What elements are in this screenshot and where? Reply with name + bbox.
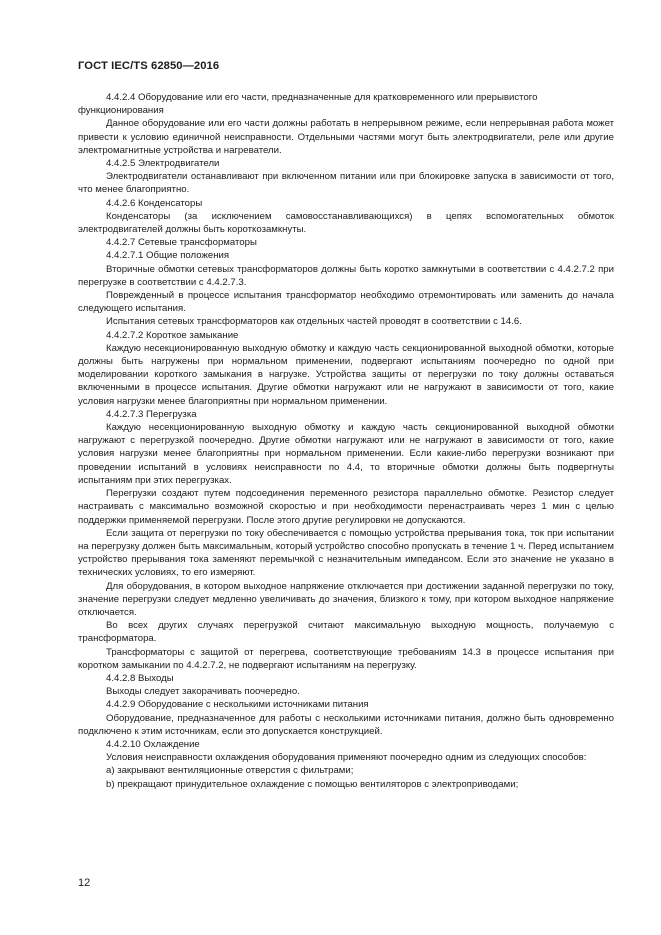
body-paragraph: Выходы следует закорачивать поочередно. bbox=[106, 686, 300, 698]
section-heading-4-4-2-7-3: 4.4.2.7.3 Перегрузка bbox=[106, 408, 197, 420]
section-heading-4-4-2-10: 4.4.2.10 Охлаждение bbox=[106, 738, 200, 750]
section-heading-4-4-2-6: 4.4.2.6 Конденсаторы bbox=[106, 197, 203, 209]
section-heading-4-4-2-7: 4.4.2.7 Сетевые трансформаторы bbox=[106, 237, 257, 249]
section-heading-4-4-2-4: 4.4.2.4 Оборудование или его части, предназначенные для кратковременного или прерывистого функционирования bbox=[78, 92, 538, 117]
document-header: ГОСТ IEC/TS 62850—2016 bbox=[78, 60, 220, 72]
section-heading-4-4-2-5: 4.4.2.5 Электродвигатели bbox=[106, 158, 220, 170]
body-paragraph: Во всех других случаях перегрузкой считают максимальную выходную мощность, получаемую с трансформатора. bbox=[78, 620, 614, 645]
body-paragraph: Трансформаторы с защитой от перегрева, соответствующие требованиям 14.3 в процессе испытания при коротком замыкании по 4.4.2.7.2, не подвергают испытаниям на перегрузку. bbox=[78, 646, 614, 671]
body-paragraph: Поврежденный в процессе испытания трансформатор необходимо отремонтировать или заменить до начала следующего испытания. bbox=[78, 290, 614, 315]
body-paragraph: Электродвигатели останавливают при включенном питании или при блокировке запуска в зависимости от того, что менее благоприятно. bbox=[78, 171, 614, 196]
body-paragraph: Для оборудования, в котором выходное напряжение отключается при достижении заданной перегрузки по току, значение перегрузки следует медленно увеличивать до значения, близкого к тому, при котором выходное напряжение отключается. bbox=[78, 580, 614, 618]
body-paragraph: Вторичные обмотки сетевых трансформаторов должны быть коротко замкнутыми в соответствии с 4.4.2.7.2 при перегрузке в соответствии с 4.4.2.7.3. bbox=[78, 263, 614, 288]
body-paragraph: Условия неисправности охлаждения оборудования применяют поочередно одним из следующих способов: bbox=[106, 752, 587, 764]
list-item-a: a) закрывают вентиляционные отверстия с фильтрами; bbox=[106, 765, 354, 777]
body-paragraph: Каждую несекционированную выходную обмотку и каждую часть секционированной выходной обмотки, которые должны быть нагружены при нормальном применении, подвергают испытаниям поочередно по одной при моделировании короткого замыкания в нагрузке. Устройства защиты от перегрузки по току должны оставаться включенными в процессе испытания. Другие обмотки нагружают или не нагружают в зависимости от того, какие условия нагрузки менее благоприятны при нормальном применении. bbox=[78, 342, 614, 407]
section-heading-4-4-2-8: 4.4.2.8 Выходы bbox=[106, 672, 174, 684]
section-heading-4-4-2-7-1: 4.4.2.7.1 Общие положения bbox=[106, 250, 230, 262]
body-paragraph: Данное оборудование или его части должны работать в непрерывном режиме, если непрерывная работа может привести к условию единичной неисправности. Отдельными частями могут быть электродвигатели, реле или другие электромагнитные устройства и нагреватели. bbox=[78, 118, 614, 156]
body-paragraph: Испытания сетевых трансформаторов как отдельных частей проводят в соответствии с 14.6. bbox=[106, 316, 522, 328]
body-paragraph: Перегрузки создают путем подсоединения переменного резистора параллельно обмотке. Резистор следует настраивать с максимально возможной скоростью и при необходимости перенастраивать через 1 мин с целью поддержки применяемой перегрузки. После этого другие регулировки не допускаются. bbox=[78, 488, 614, 526]
section-heading-4-4-2-9: 4.4.2.9 Оборудование с несколькими источниками питания bbox=[106, 699, 369, 711]
section-heading-4-4-2-7-2: 4.4.2.7.2 Короткое замыкание bbox=[106, 329, 239, 341]
body-paragraph: Конденсаторы (за исключением самовосстанавливающихся) в цепях вспомогательных обмоток электродвигателей должны быть короткозамкнуты. bbox=[78, 210, 614, 236]
body-paragraph: Каждую несекционированную выходную обмотку и каждую часть секционированной выходной обмотки нагружают с перегрузкой поочередно. Другие обмотки нагружают или не нагружают в зависимости от того, какие условия нагрузки менее благоприятны при нормальном применении. Если какие-либо перегрузки возникают при проведении испытаний в условиях неисправности по 4.4, то вторичные обмотки должны быть подвергнуты испытаниям при этих перегрузках. bbox=[78, 422, 614, 486]
document-body bbox=[78, 91, 614, 791]
body-paragraph: Если защита от перегрузки по току обеспечивается с помощью устройства прерывания тока, ток при испытании на перегрузку должен быть максимальным, который устройство способно пропускать в течение 1 ч. Перед испытанием устройство прерывания тока заменяют перемычкой с незначительным импедансом. Если это значение не указано в технических условиях, то его измеряют. bbox=[78, 527, 614, 579]
body-paragraph: Оборудование, предназначенное для работы с несколькими источниками питания, должно быть одновременно подключено к этим источникам, если это допускается конструкцией. bbox=[78, 712, 614, 737]
list-item-b: b) прекращают принудительное охлаждение с помощью вентиляторов с электроприводами; bbox=[106, 778, 519, 790]
page-number: 12 bbox=[78, 877, 91, 889]
